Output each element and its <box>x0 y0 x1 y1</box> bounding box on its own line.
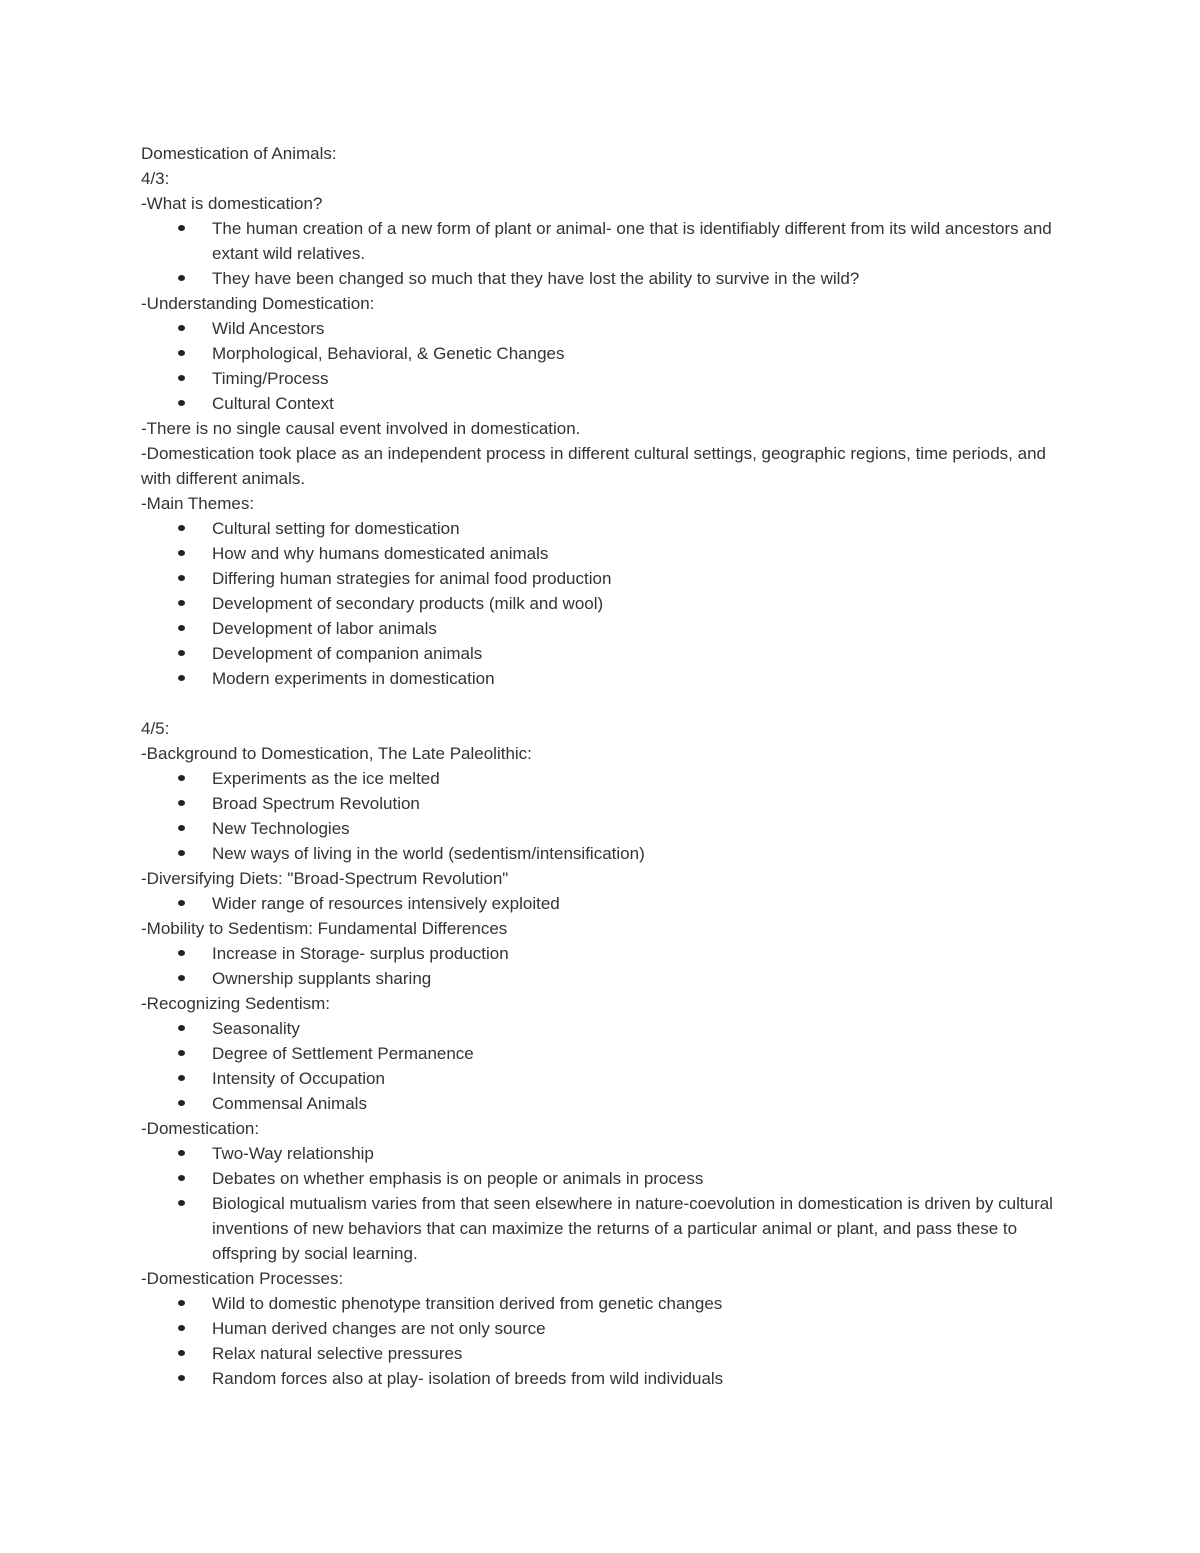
bullet-dot-icon <box>178 225 185 231</box>
bullet-text: Wild Ancestors <box>212 319 325 338</box>
bullet-list <box>141 216 1061 291</box>
bullet-dot-icon <box>178 625 185 631</box>
topic-heading: -Domestication took place as an independent process in different cultural settings, geographic regions, time periods, and with different animals. <box>141 444 1046 488</box>
bullet-text: Biological mutualism varies from that seen elsewhere in nature-coevolution in domestication is driven by cultural inventions of new behaviors that can maximize the returns of a particular animal or plant, and pass these to offspring by social learning. <box>212 1194 1053 1263</box>
bullet-item <box>141 1341 1061 1366</box>
bullet-dot-icon <box>178 825 185 831</box>
topic-heading: -There is no single causal event involved in domestication. <box>141 419 581 438</box>
bullet-list <box>141 1141 1061 1266</box>
bullet-dot-icon <box>178 975 185 981</box>
bullet-item <box>141 316 1061 341</box>
bullet-text: Human derived changes are not only source <box>212 1319 546 1338</box>
bullet-text: Wider range of resources intensively exploited <box>212 894 560 913</box>
bullet-item <box>141 641 1061 666</box>
document-content <box>141 166 1061 1391</box>
bullet-item <box>141 941 1061 966</box>
bullet-text: Two-Way relationship <box>212 1144 374 1163</box>
bullet-item <box>141 816 1061 841</box>
bullet-item <box>141 1016 1061 1041</box>
bullet-dot-icon <box>178 325 185 331</box>
bullet-dot-icon <box>178 525 185 531</box>
topic-heading: -Domestication: <box>141 1119 260 1138</box>
bullet-dot-icon <box>178 650 185 656</box>
bullet-text: Modern experiments in domestication <box>212 669 495 688</box>
bullet-item <box>141 841 1061 866</box>
bullet-dot-icon <box>178 850 185 856</box>
bullet-text: Development of secondary products (milk and wool) <box>212 594 604 613</box>
bullet-dot-icon <box>178 1350 185 1356</box>
bullet-text: Differing human strategies for animal food production <box>212 569 612 588</box>
bullet-text: Relax natural selective pressures <box>212 1344 463 1363</box>
bullet-dot-icon <box>178 775 185 781</box>
section-date: 4/3: <box>141 169 170 188</box>
bullet-dot-icon <box>178 1050 185 1056</box>
bullet-text: Debates on whether emphasis is on people or animals in process <box>212 1169 704 1188</box>
bullet-dot-icon <box>178 575 185 581</box>
bullet-dot-icon <box>178 550 185 556</box>
bullet-text: The human creation of a new form of plant or animal- one that is identifiably different from its wild ancestors and extant wild relatives. <box>212 219 1052 263</box>
topic-heading: -Mobility to Sedentism: Fundamental Differences <box>141 919 508 938</box>
bullet-item <box>141 391 1061 416</box>
bullet-dot-icon <box>178 1375 185 1381</box>
bullet-dot-icon <box>178 1200 185 1206</box>
bullet-dot-icon <box>178 1075 185 1081</box>
bullet-item <box>141 1316 1061 1341</box>
bullet-item <box>141 616 1061 641</box>
bullet-item <box>141 1041 1061 1066</box>
bullet-item <box>141 1066 1061 1091</box>
bullet-text: How and why humans domesticated animals <box>212 544 549 563</box>
bullet-text: Cultural setting for domestication <box>212 519 460 538</box>
bullet-list <box>141 316 1061 416</box>
document-page <box>141 141 1061 1391</box>
topic-heading: -Diversifying Diets: "Broad-Spectrum Revolution" <box>141 869 509 888</box>
bullet-item <box>141 891 1061 916</box>
bullet-item <box>141 566 1061 591</box>
bullet-text: New ways of living in the world (sedentism/intensification) <box>212 844 645 863</box>
bullet-text: Increase in Storage- surplus production <box>212 944 509 963</box>
bullet-dot-icon <box>178 900 185 906</box>
topic-heading: -Main Themes: <box>141 494 255 513</box>
topic-heading: -Background to Domestication, The Late Paleolithic: <box>141 744 532 763</box>
bullet-item <box>141 966 1061 991</box>
bullet-text: Timing/Process <box>212 369 329 388</box>
bullet-list <box>141 941 1061 991</box>
bullet-text: Seasonality <box>212 1019 300 1038</box>
bullet-list <box>141 1291 1061 1391</box>
bullet-dot-icon <box>178 1100 185 1106</box>
bullet-item <box>141 666 1061 691</box>
bullet-list <box>141 516 1061 691</box>
bullet-text: Cultural Context <box>212 394 334 413</box>
bullet-text: Degree of Settlement Permanence <box>212 1044 474 1063</box>
bullet-text: Development of companion animals <box>212 644 483 663</box>
bullet-item <box>141 1166 1061 1191</box>
bullet-item <box>141 216 1061 266</box>
bullet-item <box>141 541 1061 566</box>
bullet-item <box>141 591 1061 616</box>
bullet-dot-icon <box>178 800 185 806</box>
notes-section <box>141 716 1061 1391</box>
bullet-item <box>141 766 1061 791</box>
topic-heading: -Recognizing Sedentism: <box>141 994 330 1013</box>
bullet-dot-icon <box>178 275 185 281</box>
bullet-dot-icon <box>178 375 185 381</box>
bullet-item <box>141 341 1061 366</box>
bullet-text: Wild to domestic phenotype transition derived from genetic changes <box>212 1294 723 1313</box>
section-spacer <box>141 691 1061 716</box>
bullet-item <box>141 516 1061 541</box>
bullet-dot-icon <box>178 950 185 956</box>
bullet-dot-icon <box>178 1300 185 1306</box>
bullet-item <box>141 266 1061 291</box>
bullet-text: Ownership supplants sharing <box>212 969 432 988</box>
bullet-text: Morphological, Behavioral, & Genetic Changes <box>212 344 565 363</box>
topic-heading: -Understanding Domestication: <box>141 294 375 313</box>
topic-heading: -What is domestication? <box>141 194 323 213</box>
bullet-list <box>141 766 1061 866</box>
topic-heading: -Domestication Processes: <box>141 1269 344 1288</box>
bullet-dot-icon <box>178 350 185 356</box>
bullet-dot-icon <box>178 400 185 406</box>
bullet-dot-icon <box>178 1150 185 1156</box>
bullet-item <box>141 1291 1061 1316</box>
bullet-dot-icon <box>178 1325 185 1331</box>
bullet-dot-icon <box>178 1175 185 1181</box>
bullet-list <box>141 891 1061 916</box>
bullet-item <box>141 1091 1061 1116</box>
bullet-item <box>141 791 1061 816</box>
bullet-text: Experiments as the ice melted <box>212 769 440 788</box>
bullet-item <box>141 1141 1061 1166</box>
bullet-text: Broad Spectrum Revolution <box>212 794 420 813</box>
bullet-item <box>141 1191 1061 1266</box>
bullet-dot-icon <box>178 600 185 606</box>
bullet-text: Commensal Animals <box>212 1094 367 1113</box>
bullet-dot-icon <box>178 1025 185 1031</box>
bullet-item <box>141 1366 1061 1391</box>
bullet-text: Random forces also at play- isolation of breeds from wild individuals <box>212 1369 724 1388</box>
bullet-dot-icon <box>178 675 185 681</box>
document-title: Domestication of Animals: <box>141 144 337 163</box>
bullet-item <box>141 366 1061 391</box>
bullet-text: They have been changed so much that they have lost the ability to survive in the wild? <box>212 269 860 288</box>
bullet-list <box>141 1016 1061 1116</box>
bullet-text: Development of labor animals <box>212 619 437 638</box>
notes-section <box>141 166 1061 691</box>
bullet-text: Intensity of Occupation <box>212 1069 385 1088</box>
section-date: 4/5: <box>141 719 170 738</box>
bullet-text: New Technologies <box>212 819 350 838</box>
